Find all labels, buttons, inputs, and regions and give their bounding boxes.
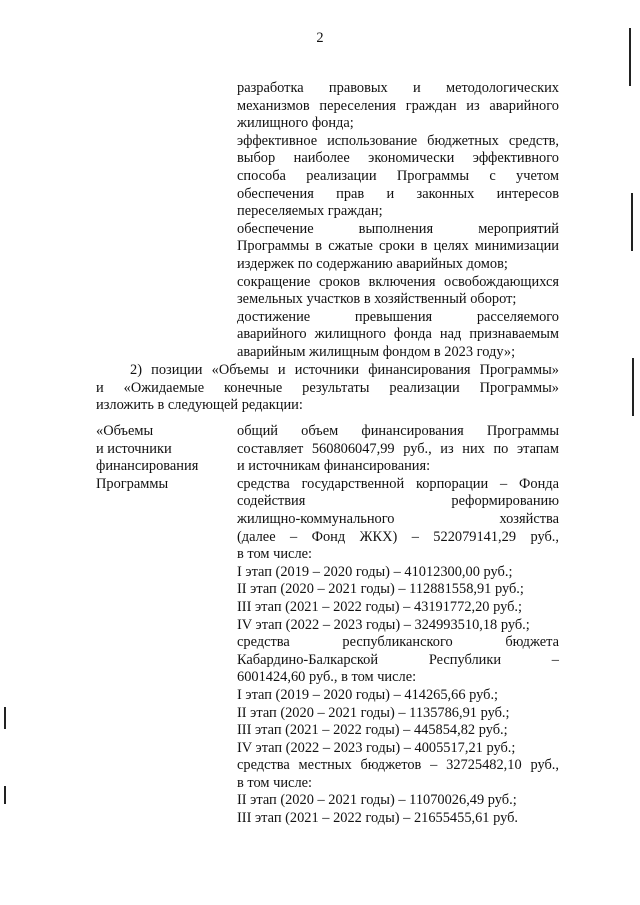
table-content	[237, 423, 559, 828]
text-line: IV этап (2022 – 2023 годы) – 4005517,21 руб.;	[237, 739, 516, 756]
text-line: сокращение сроков включения освобождающихся	[237, 273, 559, 290]
text-line: Кабардино-Балкарской Республики –	[237, 651, 559, 668]
text-line: Программы	[96, 475, 169, 492]
text-line: общий объем финансирования Программы	[237, 423, 559, 439]
text-line: IV этап (2022 – 2023 годы) – 324993510,18 руб.;	[237, 616, 530, 633]
text-line: Программы в сжатые сроки в целях минимизации	[237, 238, 559, 255]
text-line: эффективное использование бюджетных средств,	[237, 132, 559, 149]
text-line: жилищно-коммунального хозяйства	[237, 510, 559, 527]
text-line: способа реализации Программы с учетом	[237, 167, 559, 184]
text-line: изложить в следующей редакции:	[96, 397, 303, 414]
text-line: III этап (2021 – 2022 годы) – 43191772,20 руб.;	[237, 598, 523, 615]
text-line: в том числе:	[237, 546, 313, 563]
text-line: (далее – Фонд ЖКХ) – 522079141,29 руб.,	[237, 528, 559, 545]
text-line: жилищного фонда;	[237, 115, 354, 132]
scan-edge-mark	[632, 358, 634, 416]
text-line: выбор наиболее экономически эффективного	[237, 150, 559, 167]
text-line: и «Ожидаемые конечные результаты реализации Программы»	[96, 379, 559, 396]
text-line: III этап (2021 – 2022 годы) – 445854,82 руб.;	[237, 722, 508, 739]
scan-edge-mark	[629, 28, 631, 86]
text-line: I этап (2019 – 2020 годы) – 41012300,00 руб.;	[237, 563, 513, 580]
scan-edge-mark	[4, 707, 6, 729]
text-line: 6001424,60 руб., в том числе:	[237, 669, 417, 686]
table-label	[96, 423, 236, 493]
text-line: достижение превышения расселяемого	[237, 308, 559, 325]
scan-edge-mark	[4, 786, 6, 804]
text-line: в том числе:	[237, 774, 313, 791]
text-line: I этап (2019 – 2020 годы) – 414265,66 руб.;	[237, 686, 499, 703]
text-line: обеспечения прав и законных интересов	[237, 185, 559, 202]
text-line: обеспечение выполнения мероприятий	[237, 220, 559, 237]
text-line: издержек по содержанию аварийных домов;	[237, 255, 508, 272]
text-line: финансирования	[96, 458, 199, 475]
text-line: III этап (2021 – 2022 годы) – 21655455,61 руб.	[237, 810, 519, 827]
text-line: земельных участков в хозяйственный оборот;	[237, 291, 517, 308]
text-line: II этап (2020 – 2021 годы) – 112881558,91 руб.;	[237, 581, 524, 598]
text-line: составляет 560806047,99 руб., из них по этапам	[237, 440, 559, 457]
text-line: переселяемых граждан;	[237, 203, 383, 220]
text-line: II этап (2020 – 2021 годы) – 11070026,49 руб.;	[237, 792, 517, 809]
text-line: II этап (2020 – 2021 годы) – 1135786,91 руб.;	[237, 704, 510, 721]
text-line: аварийного жилищного фонда над признаваемым	[237, 326, 559, 343]
text-line: средства республиканского бюджета	[237, 634, 559, 651]
item-2-paragraph-cont	[96, 380, 559, 415]
text-line: средства государственной корпорации – Фонда	[237, 475, 559, 492]
text-line: 2) позиции «Объемы и источники финансирования Программы»	[130, 362, 559, 378]
item-2-paragraph	[130, 362, 559, 380]
page-number: 2	[316, 30, 324, 46]
text-line: средства местных бюджетов – 32725482,10 руб.,	[237, 757, 559, 774]
scan-edge-mark	[631, 193, 633, 251]
goals-list	[237, 80, 559, 362]
text-line: разработка правовых и методологических	[237, 80, 559, 96]
text-line: механизмов переселения граждан из аварийного	[237, 97, 559, 114]
text-line: содействия реформированию	[237, 493, 559, 510]
text-line: и источникам финансирования:	[237, 458, 431, 475]
text-line: «Объемы	[96, 423, 154, 439]
text-line: аварийным жилищным фондом в 2023 году»;	[237, 343, 516, 360]
text-line: и источники	[96, 440, 172, 457]
